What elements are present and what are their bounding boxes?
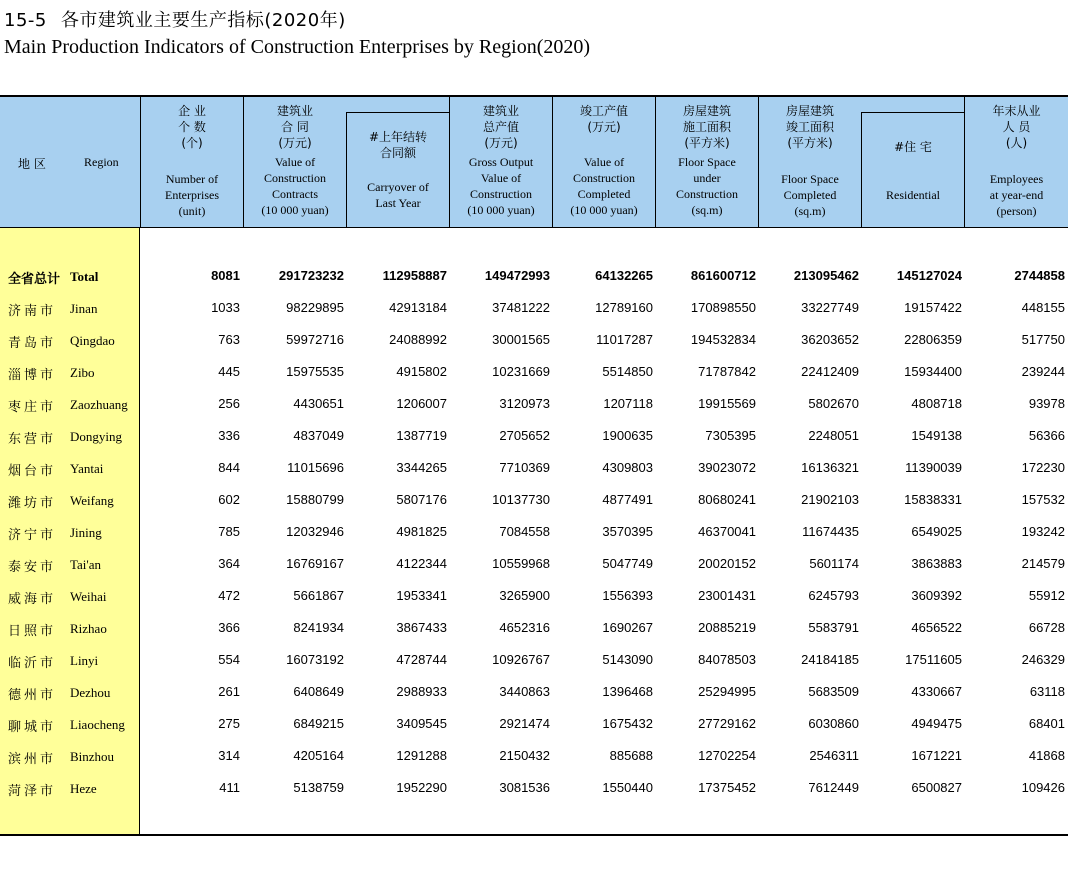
table-row <box>0 490 1068 510</box>
header-c5-en: Value of <box>583 155 625 169</box>
row-region-cn: 潍坊市 <box>8 496 57 511</box>
row-value-col8: 22806359 <box>904 332 962 347</box>
header-c9-en: (person) <box>996 204 1037 218</box>
row-region-cn: 聊城市 <box>8 720 57 735</box>
row-value-col1: 275 <box>218 716 240 731</box>
header-c6-cn: (平方米) <box>684 136 730 150</box>
row-value-col9: 448155 <box>1021 300 1065 315</box>
header-c3-cn: #上年结转 <box>368 130 428 144</box>
row-value-col4: 3440863 <box>499 684 550 699</box>
table-number: 15-5 <box>4 10 47 31</box>
row-value-col1: 261 <box>218 684 240 699</box>
row-value-col6: 17375452 <box>698 780 756 795</box>
header-c9-en: at year-end <box>989 188 1044 202</box>
row-value-col1: 445 <box>218 364 240 379</box>
table-row <box>0 362 1068 382</box>
row-value-col7: 22412409 <box>801 364 859 379</box>
header-c1-en: Enterprises <box>165 188 219 202</box>
row-value-col6: 20020152 <box>698 556 756 571</box>
row-value-col1: 844 <box>218 460 240 475</box>
row-value-col1: 364 <box>218 556 240 571</box>
row-value-col9: 93978 <box>1028 396 1065 411</box>
row-region-en: Liaocheng <box>70 717 125 732</box>
row-value-col3: 5807176 <box>396 492 447 507</box>
header-c5-en: (10 000 yuan) <box>570 203 638 217</box>
row-region-cn: 东营市 <box>8 432 57 447</box>
row-value-col1: 411 <box>219 780 240 795</box>
row-value-col4: 10231669 <box>492 364 550 379</box>
row-value-col7: 213095462 <box>793 268 859 283</box>
header-c4-cn: 总产值 <box>482 120 519 134</box>
row-value-col8: 1549138 <box>911 428 962 443</box>
row-value-col5: 1207118 <box>603 396 653 411</box>
row-value-col8: 15838331 <box>904 492 962 507</box>
row-value-col7: 6245793 <box>808 588 859 603</box>
row-region-cn: 烟台市 <box>8 464 57 479</box>
row-value-col3: 3344265 <box>396 460 447 475</box>
header-c5-cn: (万元) <box>587 120 621 134</box>
row-value-col4: 149472993 <box>484 268 550 283</box>
row-value-col5: 885688 <box>609 748 653 763</box>
row-value-col4: 7084558 <box>499 524 550 539</box>
row-value-col8: 19157422 <box>904 300 962 315</box>
header-c8 <box>861 112 964 228</box>
row-value-col9: 157532 <box>1021 492 1065 507</box>
total-row <box>0 266 1068 286</box>
title-cn-text: 各市建筑业主要生产指标(2020年) <box>60 10 346 31</box>
row-value-col8: 11390039 <box>905 460 962 475</box>
row-region-cn: 枣庄市 <box>8 400 57 415</box>
header-c6-en: Floor Space <box>678 155 736 169</box>
header-c6-en: Construction <box>676 187 738 201</box>
row-value-col1: 8081 <box>211 268 240 283</box>
row-value-col5: 5514850 <box>602 364 653 379</box>
row-value-col6: 19915569 <box>698 396 756 411</box>
row-value-col4: 2921474 <box>499 716 550 731</box>
row-value-col1: 472 <box>218 588 240 603</box>
header-c9 <box>964 97 1068 228</box>
row-value-col9: 41868 <box>1028 748 1065 763</box>
row-value-col1: 602 <box>218 492 240 507</box>
header-c7-cn: (平方米) <box>787 136 833 150</box>
row-value-col3: 1291288 <box>396 748 447 763</box>
row-value-col2: 12032946 <box>286 524 344 539</box>
row-value-col9: 172230 <box>1021 460 1065 475</box>
page-title-cn <box>4 6 346 32</box>
row-value-col2: 6408649 <box>293 684 344 699</box>
table-row <box>0 330 1068 350</box>
row-value-col2: 8241934 <box>293 620 344 635</box>
row-value-col8: 3863883 <box>911 556 962 571</box>
row-region-en: Heze <box>70 781 97 796</box>
row-value-col2: 4430651 <box>293 396 344 411</box>
table-row <box>0 426 1068 446</box>
header-c4-cn: 建筑业 <box>482 104 519 118</box>
header-c3-en: Carryover of <box>367 180 429 194</box>
header-c6-cn: 施工面积 <box>682 120 731 134</box>
row-value-col9: 239244 <box>1021 364 1065 379</box>
row-value-col9: 63118 <box>1029 684 1065 699</box>
row-value-col7: 11674435 <box>802 524 859 539</box>
row-value-col7: 36203652 <box>801 332 859 347</box>
row-value-col4: 3120973 <box>499 396 550 411</box>
row-value-col1: 785 <box>218 524 240 539</box>
row-value-col5: 3570395 <box>602 524 653 539</box>
header-c2-cn: 合 同 <box>281 120 309 134</box>
row-value-col5: 64132265 <box>595 268 653 283</box>
header-c8-en: Residential <box>886 188 940 202</box>
header-c2-cn: 建筑业 <box>276 104 313 118</box>
header-c1 <box>140 97 243 228</box>
header-c6 <box>655 97 758 228</box>
row-value-col6: 20885219 <box>698 620 756 635</box>
header-c4-en: Gross Output <box>468 155 534 169</box>
header-c4-en: (10 000 yuan) <box>467 203 535 217</box>
row-value-col3: 1387719 <box>396 428 447 443</box>
row-value-col3: 24088992 <box>389 332 447 347</box>
table-row <box>0 650 1068 670</box>
row-value-col7: 16136321 <box>801 460 859 475</box>
row-region-cn: 青岛市 <box>8 336 57 351</box>
row-region-en: Weihai <box>70 589 107 604</box>
row-value-col9: 2744858 <box>1014 268 1065 283</box>
table-row <box>0 554 1068 574</box>
row-region-cn: 泰安市 <box>8 560 57 575</box>
row-value-col2: 15880799 <box>286 492 344 507</box>
row-region-en: Total <box>70 269 99 284</box>
row-value-col2: 6849215 <box>293 716 344 731</box>
header-c9-cn: 人 员 <box>1002 120 1031 134</box>
row-region-en: Dezhou <box>70 685 111 700</box>
row-value-col6: 46370041 <box>698 524 756 539</box>
row-region-en: Zibo <box>70 365 95 380</box>
row-value-col6: 170898550 <box>690 300 756 315</box>
row-value-col5: 1675432 <box>602 716 653 731</box>
row-value-col4: 2705652 <box>499 428 550 443</box>
row-region-en: Yantai <box>70 461 104 476</box>
table-row <box>0 522 1068 542</box>
row-value-col9: 214579 <box>1021 556 1065 571</box>
row-value-col5: 1690267 <box>602 620 653 635</box>
page-title-en: Main Production Indicators of Construction Enterprises by Region(2020) <box>4 36 591 58</box>
row-value-col3: 42913184 <box>389 300 447 315</box>
row-value-col3: 4122344 <box>396 556 447 571</box>
row-value-col4: 30001565 <box>492 332 550 347</box>
row-value-col3: 2988933 <box>396 684 447 699</box>
header-region-en: Region <box>84 155 119 169</box>
row-value-col3: 4981825 <box>396 524 447 539</box>
row-value-col3: 4915802 <box>396 364 447 379</box>
row-value-col7: 21902103 <box>801 492 859 507</box>
row-value-col4: 2150432 <box>499 748 550 763</box>
row-value-col8: 17511605 <box>905 652 962 667</box>
row-value-col2: 98229895 <box>286 300 344 315</box>
row-value-col6: 861600712 <box>690 268 756 283</box>
table-row <box>0 682 1068 702</box>
table-row <box>0 394 1068 414</box>
row-region-cn: 济南市 <box>8 304 57 319</box>
header-c1-cn: 企 业 <box>178 104 206 118</box>
header-c5-en: Completed <box>577 187 631 201</box>
header-c2-en: Construction <box>264 171 326 185</box>
row-value-col3: 1953341 <box>396 588 447 603</box>
row-region-cn: 济宁市 <box>8 528 57 543</box>
row-value-col8: 6549025 <box>911 524 962 539</box>
row-value-col1: 256 <box>218 396 240 411</box>
table-row <box>0 618 1068 638</box>
row-region-en: Linyi <box>70 653 99 668</box>
row-region-en: Binzhou <box>70 749 115 764</box>
header-c1-en: Number of <box>165 172 219 186</box>
header-c2 <box>243 97 346 228</box>
row-value-col4: 10559968 <box>492 556 550 571</box>
row-value-col2: 4205164 <box>293 748 344 763</box>
row-region-en: Weifang <box>70 493 114 508</box>
row-region-cn: 全省总计 <box>8 272 61 287</box>
header-c7 <box>758 97 861 228</box>
row-value-col9: 55912 <box>1028 588 1065 603</box>
row-region-cn: 德州市 <box>8 688 57 703</box>
row-value-col3: 1206007 <box>396 396 447 411</box>
row-value-col6: 39023072 <box>698 460 756 475</box>
header-c3-en: Last Year <box>375 196 421 210</box>
row-value-col9: 246329 <box>1021 652 1065 667</box>
header-c8-cn: #住 宅 <box>894 140 932 154</box>
row-value-col1: 1033 <box>211 300 240 315</box>
row-region-en: Zaozhuang <box>70 397 128 412</box>
row-value-col1: 314 <box>218 748 240 763</box>
header-c7-cn: 房屋建筑 <box>785 104 834 118</box>
row-value-col7: 2546311 <box>809 748 859 763</box>
row-value-col5: 1550440 <box>602 780 653 795</box>
row-value-col8: 6500827 <box>911 780 962 795</box>
row-value-col7: 24184185 <box>801 652 859 667</box>
row-value-col9: 517750 <box>1021 332 1065 347</box>
table-row <box>0 586 1068 606</box>
header-c3-cn: 合同额 <box>379 146 416 160</box>
header-c4-cn: (万元) <box>484 136 518 150</box>
row-value-col4: 4652316 <box>499 620 550 635</box>
header-c9-cn: 年末从业 <box>992 104 1041 118</box>
header-c2-cn: (万元) <box>278 136 312 150</box>
row-value-col3: 4728744 <box>396 652 447 667</box>
row-value-col5: 1900635 <box>602 428 653 443</box>
row-value-col2: 11015696 <box>287 460 344 475</box>
row-value-col7: 5601174 <box>809 556 859 571</box>
table-row <box>0 298 1068 318</box>
row-value-col7: 5802670 <box>808 396 859 411</box>
row-value-col6: 7305395 <box>705 428 756 443</box>
row-value-col9: 68401 <box>1028 716 1065 731</box>
header-region <box>0 97 140 228</box>
row-value-col5: 1556393 <box>602 588 653 603</box>
row-value-col1: 366 <box>218 620 240 635</box>
row-region-en: Jinan <box>70 301 98 316</box>
row-region-cn: 滨州市 <box>8 752 57 767</box>
table-row <box>0 746 1068 766</box>
row-value-col3: 112958887 <box>382 268 447 283</box>
header-c4-en: Construction <box>470 187 532 201</box>
row-value-col9: 56366 <box>1028 428 1065 443</box>
row-value-col5: 4877491 <box>602 492 653 507</box>
row-value-col1: 336 <box>218 428 240 443</box>
row-value-col4: 7710369 <box>499 460 550 475</box>
header-c7-en: (sq.m) <box>794 204 826 218</box>
row-value-col8: 4949475 <box>911 716 962 731</box>
row-value-col8: 4808718 <box>911 396 962 411</box>
row-value-col9: 193242 <box>1021 524 1065 539</box>
row-value-col8: 4656522 <box>911 620 962 635</box>
row-region-cn: 临沂市 <box>8 656 57 671</box>
table-bottom-rule <box>0 834 1068 836</box>
header-c1-en: (unit) <box>178 204 206 218</box>
row-region-cn: 菏泽市 <box>8 784 57 799</box>
header-c7-en: Floor Space <box>781 172 839 186</box>
header-c1-cn: 个 数 <box>178 120 206 134</box>
row-value-col6: 25294995 <box>698 684 756 699</box>
row-value-col9: 109426 <box>1021 780 1065 795</box>
row-region-en: Tai'an <box>70 557 102 572</box>
row-region-en: Dongying <box>70 429 122 444</box>
row-region-en: Qingdao <box>70 333 115 348</box>
row-value-col6: 80680241 <box>698 492 756 507</box>
header-c3 <box>346 112 449 228</box>
header-c4-en: Value of <box>480 171 522 185</box>
row-value-col5: 5047749 <box>602 556 653 571</box>
row-value-col4: 10137730 <box>492 492 550 507</box>
row-value-col3: 1952290 <box>396 780 447 795</box>
row-value-col8: 4330667 <box>911 684 962 699</box>
row-value-col7: 5583791 <box>808 620 859 635</box>
row-value-col5: 4309803 <box>602 460 653 475</box>
row-value-col6: 27729162 <box>698 716 756 731</box>
row-value-col8: 3609392 <box>911 588 962 603</box>
row-value-col2: 59972716 <box>286 332 344 347</box>
row-value-col8: 15934400 <box>904 364 962 379</box>
header-c2-en: (10 000 yuan) <box>261 203 329 217</box>
table-row <box>0 458 1068 478</box>
row-value-col6: 23001431 <box>698 588 756 603</box>
row-region-cn: 威海市 <box>8 592 57 607</box>
row-value-col7: 5683509 <box>808 684 859 699</box>
row-value-col2: 16769167 <box>286 556 344 571</box>
row-region-en: Rizhao <box>70 621 107 636</box>
header-c7-cn: 竣工面积 <box>785 120 834 134</box>
row-value-col9: 66728 <box>1028 620 1065 635</box>
row-value-col1: 554 <box>218 652 240 667</box>
row-value-col5: 12789160 <box>595 300 653 315</box>
row-value-col7: 7612449 <box>808 780 859 795</box>
table-row <box>0 714 1068 734</box>
row-value-col5: 1396468 <box>602 684 653 699</box>
row-value-col5: 11017287 <box>596 332 653 347</box>
row-value-col4: 10926767 <box>492 652 550 667</box>
row-value-col6: 12702254 <box>698 748 756 763</box>
row-value-col6: 71787842 <box>698 364 756 379</box>
row-region-cn: 日照市 <box>8 624 57 639</box>
header-c5-en: Construction <box>573 171 635 185</box>
header-c9-cn: (人) <box>1005 136 1028 150</box>
row-value-col6: 84078503 <box>698 652 756 667</box>
header-c7-en: Completed <box>783 188 837 202</box>
header-c4 <box>449 97 552 228</box>
row-region-cn: 淄博市 <box>8 368 57 383</box>
row-value-col7: 33227749 <box>801 300 859 315</box>
row-value-col4: 3081536 <box>499 780 550 795</box>
row-value-col3: 3409545 <box>396 716 447 731</box>
header-c2-en: Value of <box>274 155 316 169</box>
header-c6-en: (sq.m) <box>691 203 723 217</box>
header-c9-en: Employees <box>989 172 1044 186</box>
header-c2-en: Contracts <box>272 187 318 201</box>
row-value-col8: 145127024 <box>896 268 962 283</box>
header-c5-cn: 竣工产值 <box>579 104 628 118</box>
table-row <box>0 778 1068 798</box>
row-value-col2: 5661867 <box>293 588 344 603</box>
header-region-cn: 地 区 <box>18 157 46 171</box>
row-value-col4: 37481222 <box>492 300 550 315</box>
header-c1-cn: (个) <box>181 136 203 150</box>
row-value-col8: 1671221 <box>911 748 962 763</box>
row-region-en: Jining <box>70 525 102 540</box>
row-value-col1: 763 <box>218 332 240 347</box>
row-value-col4: 3265900 <box>499 588 550 603</box>
header-c6-en: under <box>693 171 721 185</box>
row-value-col2: 4837049 <box>293 428 344 443</box>
row-value-col5: 5143090 <box>602 652 653 667</box>
row-value-col6: 194532834 <box>690 332 756 347</box>
row-value-col7: 6030860 <box>808 716 859 731</box>
row-value-col2: 16073192 <box>286 652 344 667</box>
row-value-col7: 2248051 <box>808 428 859 443</box>
row-value-col2: 291723232 <box>278 268 344 283</box>
row-value-col2: 15975535 <box>286 364 344 379</box>
header-c5 <box>552 97 655 228</box>
row-value-col2: 5138759 <box>293 780 344 795</box>
header-c6-cn: 房屋建筑 <box>682 104 731 118</box>
row-value-col3: 3867433 <box>396 620 447 635</box>
